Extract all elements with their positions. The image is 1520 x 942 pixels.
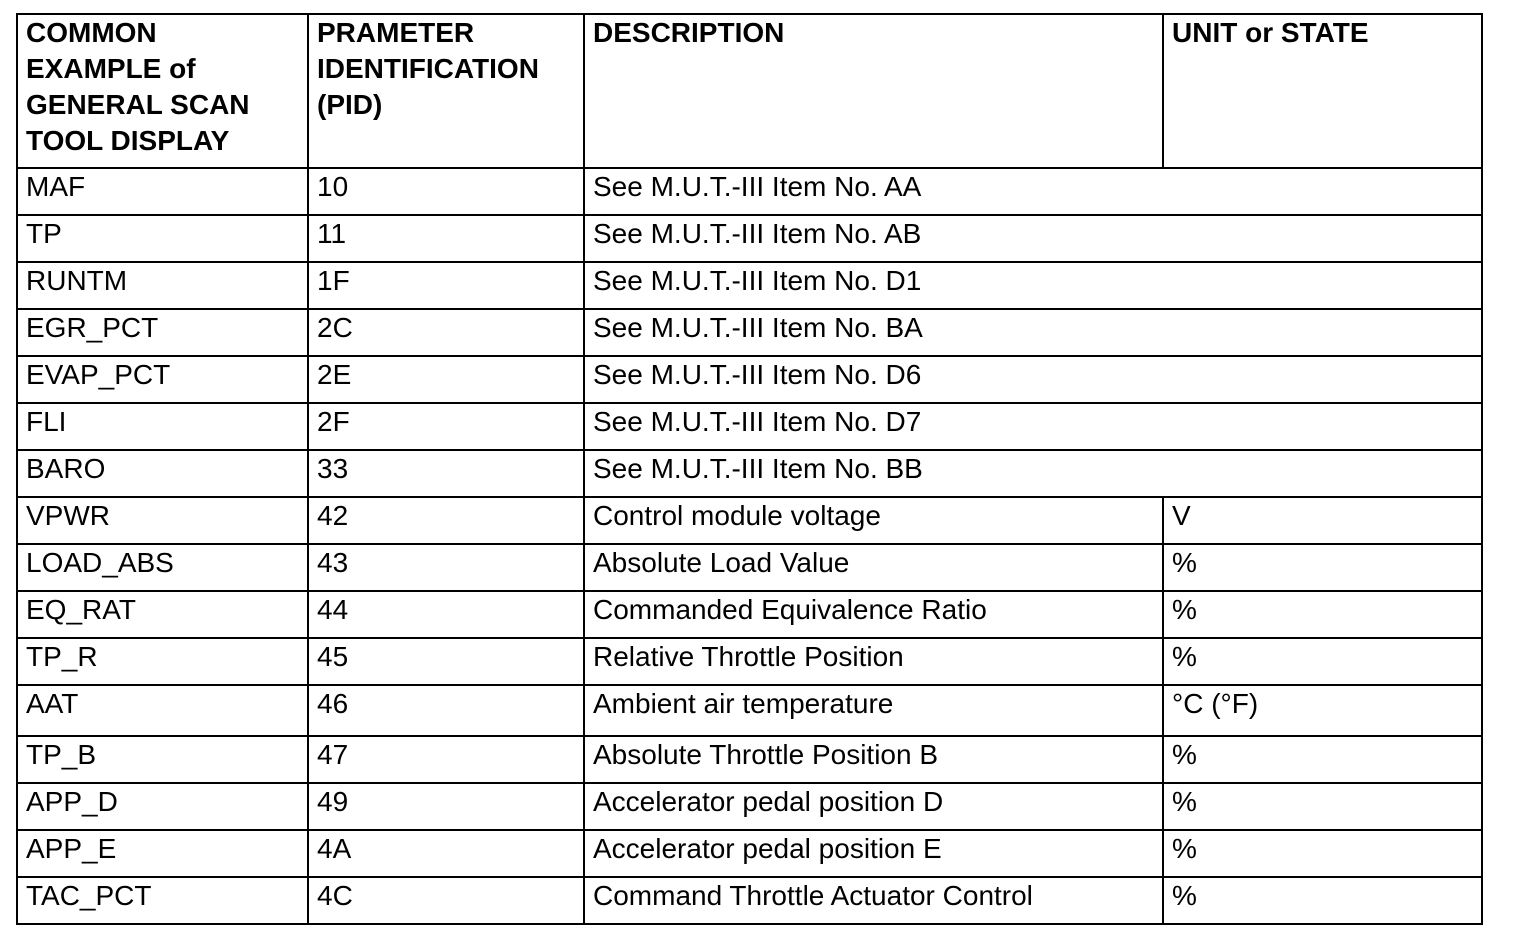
cell-pid: 44	[308, 591, 584, 638]
cell-unit: °C (°F)	[1163, 685, 1482, 736]
table-row	[17, 497, 1482, 544]
cell-description: Accelerator pedal position E	[584, 830, 1163, 877]
cell-unit: %	[1163, 544, 1482, 591]
cell-pid: 2E	[308, 356, 584, 403]
header-pid	[308, 14, 584, 168]
cell-description: See M.U.T.-III Item No. D1	[584, 262, 1482, 309]
cell-scan-tool-display: TP_R	[17, 638, 308, 685]
pid-table	[16, 13, 1483, 925]
table-row	[17, 215, 1482, 262]
header-line: COMMON	[26, 17, 157, 48]
cell-description: Absolute Throttle Position B	[584, 736, 1163, 783]
table-header	[17, 14, 1482, 168]
cell-description: Commanded Equivalence Ratio	[584, 591, 1163, 638]
table-row	[17, 450, 1482, 497]
cell-description: Control module voltage	[584, 497, 1163, 544]
table-row	[17, 638, 1482, 685]
cell-pid: 43	[308, 544, 584, 591]
cell-pid: 10	[308, 168, 584, 215]
cell-scan-tool-display: LOAD_ABS	[17, 544, 308, 591]
header-line: UNIT or STATE	[1172, 17, 1369, 48]
cell-scan-tool-display: EQ_RAT	[17, 591, 308, 638]
cell-scan-tool-display: RUNTM	[17, 262, 308, 309]
cell-pid: 47	[308, 736, 584, 783]
cell-scan-tool-display: BARO	[17, 450, 308, 497]
header-line: IDENTIFICATION	[317, 53, 539, 84]
cell-pid: 45	[308, 638, 584, 685]
cell-description: Absolute Load Value	[584, 544, 1163, 591]
cell-unit: %	[1163, 830, 1482, 877]
cell-description: See M.U.T.-III Item No. AB	[584, 215, 1482, 262]
cell-description: See M.U.T.-III Item No. D6	[584, 356, 1482, 403]
header-line: (PID)	[317, 89, 383, 120]
cell-unit: V	[1163, 497, 1482, 544]
cell-pid: 42	[308, 497, 584, 544]
header-line: PRAMETER	[317, 17, 475, 48]
header-unit-or-state	[1163, 14, 1482, 168]
cell-description: Relative Throttle Position	[584, 638, 1163, 685]
cell-scan-tool-display: APP_D	[17, 783, 308, 830]
header-line: EXAMPLE of	[26, 53, 196, 84]
cell-pid: 11	[308, 215, 584, 262]
cell-scan-tool-display: MAF	[17, 168, 308, 215]
cell-scan-tool-display: FLI	[17, 403, 308, 450]
cell-pid: 49	[308, 783, 584, 830]
cell-unit: %	[1163, 736, 1482, 783]
table-row	[17, 685, 1482, 736]
cell-pid: 4C	[308, 877, 584, 924]
cell-pid: 33	[308, 450, 584, 497]
cell-pid: 4A	[308, 830, 584, 877]
cell-scan-tool-display: APP_E	[17, 830, 308, 877]
table-row	[17, 591, 1482, 638]
header-description	[584, 14, 1163, 168]
table-row	[17, 403, 1482, 450]
cell-scan-tool-display: TAC_PCT	[17, 877, 308, 924]
header-line: DESCRIPTION	[593, 17, 785, 48]
cell-unit: %	[1163, 638, 1482, 685]
cell-unit: %	[1163, 877, 1482, 924]
cell-pid: 46	[308, 685, 584, 736]
cell-description: See M.U.T.-III Item No. BA	[584, 309, 1482, 356]
header-row	[17, 14, 1482, 168]
header-scan-tool-display	[17, 14, 308, 168]
cell-pid: 1F	[308, 262, 584, 309]
cell-scan-tool-display: VPWR	[17, 497, 308, 544]
header-line: TOOL DISPLAY	[26, 125, 230, 156]
cell-scan-tool-display: TP_B	[17, 736, 308, 783]
table-body	[17, 168, 1482, 924]
table-row	[17, 544, 1482, 591]
table-row	[17, 877, 1482, 924]
cell-unit: %	[1163, 591, 1482, 638]
table-row	[17, 356, 1482, 403]
table-row	[17, 309, 1482, 356]
table-row	[17, 262, 1482, 309]
cell-description: See M.U.T.-III Item No. BB	[584, 450, 1482, 497]
header-line: GENERAL SCAN	[26, 89, 250, 120]
table-row	[17, 783, 1482, 830]
cell-description: See M.U.T.-III Item No. D7	[584, 403, 1482, 450]
cell-scan-tool-display: EGR_PCT	[17, 309, 308, 356]
cell-description: Ambient air temperature	[584, 685, 1163, 736]
cell-pid: 2F	[308, 403, 584, 450]
cell-pid: 2C	[308, 309, 584, 356]
cell-description: See M.U.T.-III Item No. AA	[584, 168, 1482, 215]
cell-scan-tool-display: AAT	[17, 685, 308, 736]
table-row	[17, 830, 1482, 877]
cell-scan-tool-display: TP	[17, 215, 308, 262]
cell-description: Command Throttle Actuator Control	[584, 877, 1163, 924]
cell-unit: %	[1163, 783, 1482, 830]
cell-description: Accelerator pedal position D	[584, 783, 1163, 830]
table-row	[17, 736, 1482, 783]
table-row	[17, 168, 1482, 215]
cell-scan-tool-display: EVAP_PCT	[17, 356, 308, 403]
